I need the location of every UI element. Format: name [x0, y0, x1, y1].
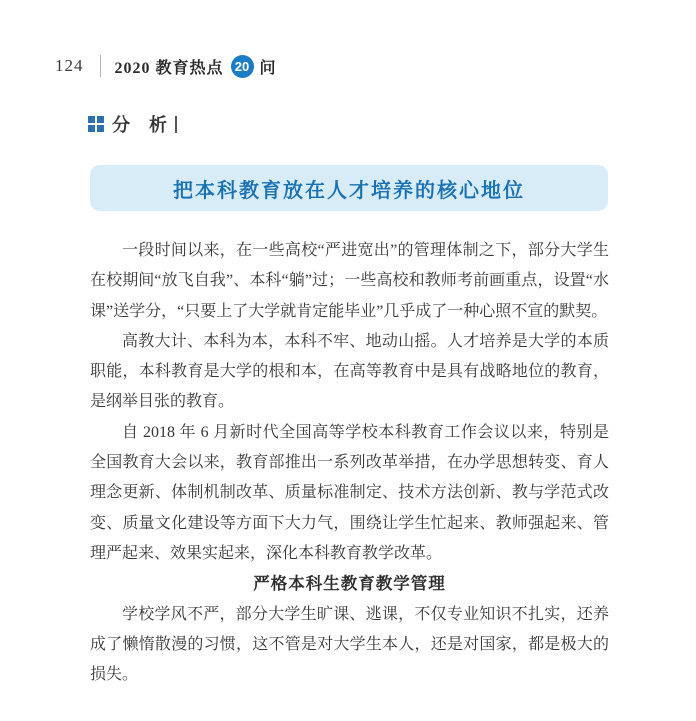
topic-banner [90, 165, 608, 211]
series-title-prefix: 2020 教育热点 [114, 59, 224, 77]
question-count-badge: 20 [231, 55, 254, 78]
paragraph: 高教大计、本科为本，本科不牢、地动山摇。人才培养是大学的本质职能，本科教育是大学的根和本，在高等教育中是具有战略地位的教育，是纲举目张的教育。 [90, 332, 609, 411]
section-marker [88, 112, 177, 136]
header-divider [100, 55, 101, 77]
article-body [90, 236, 609, 690]
sub-heading: 严格本科生教育教学管理 [253, 575, 446, 594]
section-label: 分 析 [112, 115, 175, 135]
paragraph: 自 2018 年 6 月新时代全国高等学校本科教育工作会议以来，特别是全国教育大会以来，教育部推出一系列改革举措，在办学思想转变、育人理念更新、体制机制改革、质量标准制定、技术方法创新、教与学范式改变、质量文化建设等方面下大力气，围绕让学生忙起来、教师强起来、管理严起来、效果实起来，深化本科教育教学改革。 [90, 423, 609, 562]
series-title [115, 55, 277, 78]
running-header [55, 53, 277, 79]
page-number: 124 [55, 56, 84, 75]
section-tail-bar [175, 116, 177, 133]
series-title-suffix: 问 [259, 59, 277, 77]
topic-title: 把本科教育放在人才培养的核心地位 [173, 179, 525, 202]
paragraph: 学校学风不严，部分大学生旷课、逃课，不仅专业知识不扎实，还养成了懒惰散漫的习惯，这不管是对大学生本人，还是对国家，都是极大的损失。 [90, 605, 609, 684]
grid-squares-icon [88, 116, 104, 132]
paragraph: 一段时间以来，在一些高校“严进宽出”的管理体制之下，部分大学生在校期间“放飞自我”、本科“躺”过；一些高校和教师考前画重点，设置“水课”送学分，“只要上了大学就肯定能毕业”几乎成了一种心照不宣的默契。 [90, 242, 609, 320]
